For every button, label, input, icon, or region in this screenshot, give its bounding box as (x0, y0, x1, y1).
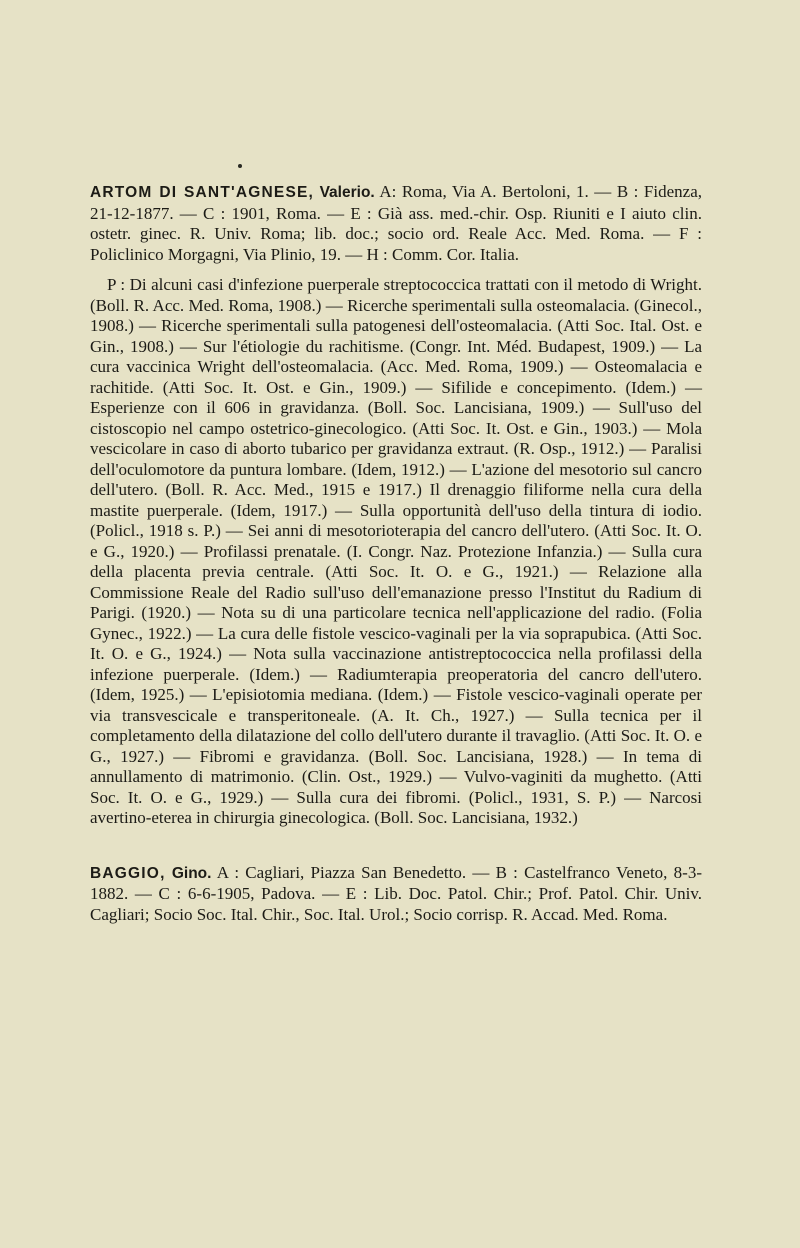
entry-given-name: Gino. (171, 864, 212, 882)
entry-surname: BAGGIO, (90, 864, 166, 882)
ink-speck (238, 164, 242, 168)
entry-publications: P : Di alcuni casi d'infezione puerperale streptococcica trattati con il metodo di Wright. (Boll. R. Acc. Med. Roma, 1908.) — Ricerche sperimentali sulla osteomalacia. (Ginecol., 1908.) — Ricerche sperimentali sulla patogenesi dell'osteomalacia. (Atti Soc. Ital. Ost. e Gin., 1908.) — Sur l'étiologie du rachitisme. (Congr. Int. Méd. Budapest, 1909.) — La cura vaccinica Wright dell'osteomalacia. (Acc. Med. Roma, 1909.) — Osteomalacia e rachitide. (Atti Soc. It. Ost. e Gin., 1909.) — Sifilide e concepimento. (Idem.) — Esperienze con il 606 in gravidanza. (Boll. Soc. Lancisiana, 1909.) — Sull'uso del cistoscopio nel campo ostetrico-ginecologico. (Atti Soc. It. Ost. e Gin., 1903.) — Mola vescicolare in caso di aborto tubarico per gravidanza extraut. (R. Osp., 1912.) — Paralisi dell'oculomotore da puntura lombare. (Idem, 1912.) — L'azione del mesotorio sul cancro dell'utero. (Boll. R. Acc. Med., 1915 e 1917.) Il drenaggio filiforme nella cura della mastite puerperale. (Idem, 1917.) — Sulla opportunità dell'uso della tintura di iodio. (Policl., 1918 s. P.) — Sei anni di mesotorioterapia del cancro dell'utero. (Atti Soc. It. O. e G., 1920.) — Profilassi prenatale. (I. Congr. Naz. Protezione Infanzia.) — Sulla cura della placenta previa centrale. (Atti Soc. It. O. e G., 1921.) — Relazione alla Commissione Reale del Radio sull'uso dell'emanazione presso l'Institut du Radium di Parigi. (1920.) — Nota su di una particolare tecnica nell'applicazione del radio. (Folia Gynec., 1922.) — La cura delle fistole vescico-vaginali per la via soprapubica. (Atti Soc. It. O. e G., 1924.) — Nota sulla vaccinazione antistreptococcica nella profilassi della infezione puerperale. (Idem.) — Radiumterapia preoperatoria del cancro dell'utero. (Idem, 1925.) — L'episiotomia mediana. (Idem.) — Fistole vescico-vaginali operate per via transvescicale e transperitoneale. (A. It. Ch., 1927.) — Sulla tecnica per il completamento della dilatazione del collo dell'utero durante il travaglio. (Atti Soc. It. O. e G., 1927.) — Fibromi e gravidanza. (Boll. Soc. Lancisiana, 1928.) — In tema di annullamento di matrimonio. (Clin. Ost., 1929.) — Vulvo-vaginiti da mughetto. (Atti Soc. It. O. e G., 1929.) — Sulla cura dei fibromi. (Policl., 1931, S. P.) — Narcosi avertino-eterea in chirurgia ginecologica. (Boll. Soc. Lancisiana, 1932.) (90, 275, 702, 827)
biography-entry (90, 182, 702, 829)
entry-given-name: Valerio. (319, 184, 375, 201)
entry-details: A: Roma, Via A. Bertoloni, 1. — B : Fidenza, 21-12-1877. — C : 1901, Roma. — E : Già ass. med.-chir. Osp. Riuniti e I aiuto clin. ostetr. ginec. R. Univ. Roma; lib. doc.; socio ord. Reale Acc. Med. Roma. — F : Policlinico Morgagni, Via Plinio, 19. — H : Comm. Cor. Italia. (90, 182, 702, 264)
page-body (90, 182, 702, 925)
entry-header (90, 182, 702, 265)
entry-header (90, 863, 702, 926)
biography-entry (90, 863, 702, 926)
entry-details: A : Cagliari, Piazza San Benedetto. — B : Castelfranco Veneto, 8-3-1882. — C : 6-6-1905, Padova. — E : Lib. Doc. Patol. Chir.; Prof. Patol. Chir. Univ. Cagliari; Socio Soc. Ital. Chir., Soc. Ital. Urol.; Socio corrisp. R. Accad. Med. Roma. (90, 862, 702, 924)
entry-surname: ARTOM DI SANT'AGNESE, (90, 184, 315, 201)
